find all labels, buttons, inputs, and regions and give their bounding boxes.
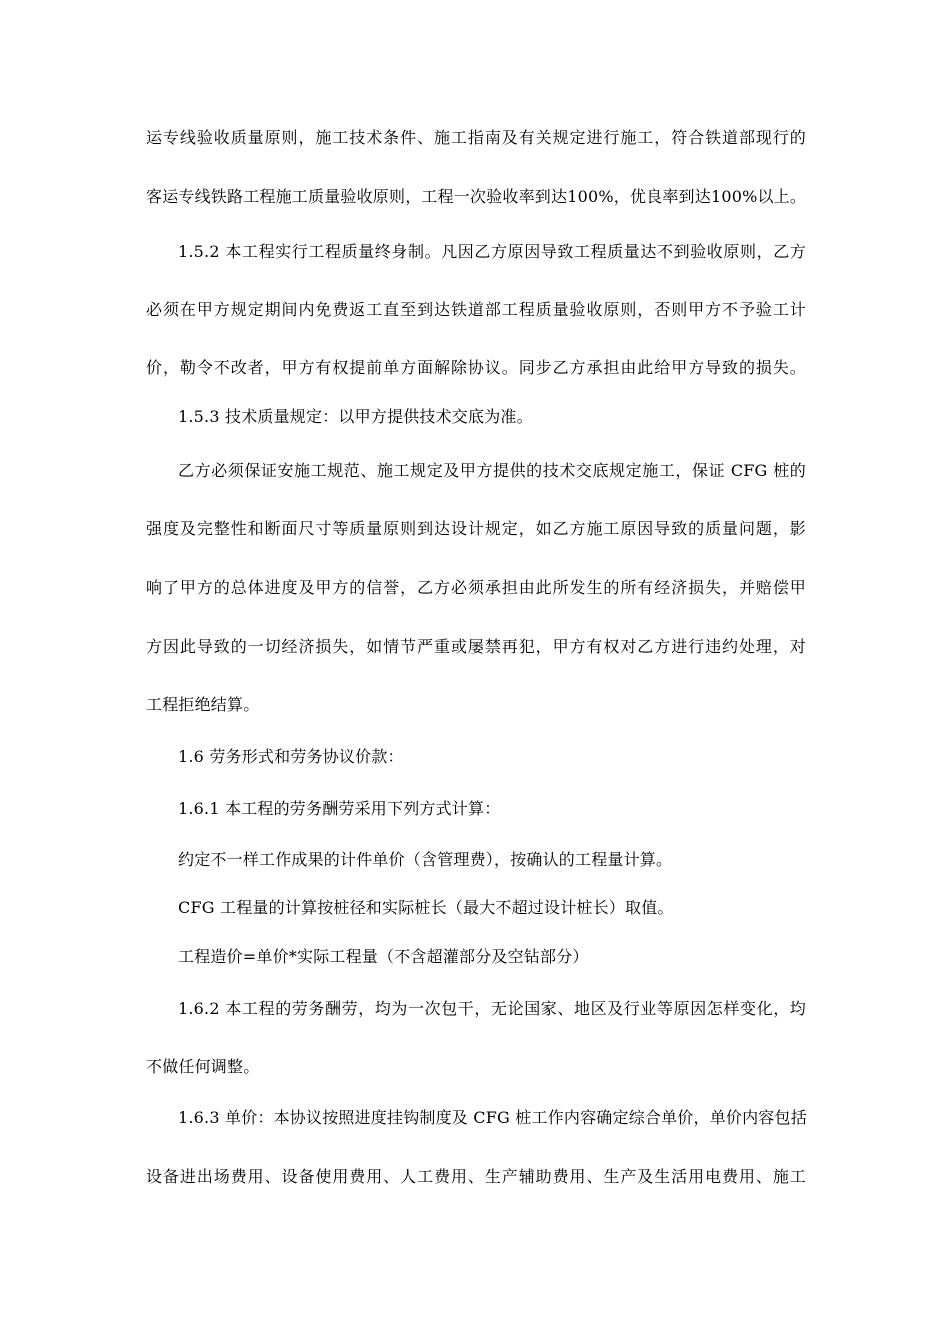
paragraph-line: 方因此导致的一切经济损失，如情节严重或屡禁再犯，甲方有权对乙方进行违约处理，对 (146, 637, 806, 656)
paragraph-line: 响了甲方的总体进度及甲方的信誉，乙方必须承担由此所发生的所有经济损失，并赔偿甲 (146, 578, 806, 597)
paragraph-line: 工程拒绝结算。 (146, 695, 260, 714)
clause-1-5-2-line: 1.5.2 本工程实行工程质量终身制。凡因乙方原因导致工程质量达不到验收原则，乙方 (178, 242, 806, 261)
formula-line: 工程造价=单价*实际工程量（不含超灌部分及空钻部分） (178, 947, 589, 966)
clause-1-6-1-line: 1.6.1 本工程的劳务酬劳采用下列方式计算： (178, 799, 501, 818)
clause-1-5-3-line: 1.5.3 技术质量规定：以甲方提供技术交底为准。 (178, 407, 533, 426)
paragraph-line: 设备进出场费用、设备使用费用、人工费用、生产辅助费用、生产及生活用电费用、施工 (146, 1167, 806, 1186)
clause-1-6-2-line: 1.6.2 本工程的劳务酬劳，均为一次包干，无论国家、地区及行业等原因怎样变化，均 (178, 999, 806, 1018)
paragraph-line: 强度及完整性和断面尺寸等质量原则到达设计规定，如乙方施工原因导致的质量问题，影 (146, 519, 806, 538)
paragraph-line: 乙方必须保证安施工规范、施工规定及甲方提供的技术交底规定施工，保证 CFG 桩的 (178, 461, 806, 480)
paragraph-line: 价，勒令不改者，甲方有权提前单方面解除协议。同步乙方承担由此给甲方导致的损失。 (146, 358, 806, 377)
paragraph-line: 不做任何调整。 (146, 1057, 260, 1076)
paragraph-line: CFG 工程量的计算按桩径和实际桩长（最大不超过设计桩长）取值。 (178, 898, 674, 917)
section-1-6-heading: 1.6 劳务形式和劳务协议价款： (178, 747, 404, 766)
paragraph-line: 必须在甲方规定期间内免费返工直至到达铁道部工程质量验收原则，否则甲方不予验工计 (146, 300, 806, 319)
clause-1-6-3-line: 1.6.3 单价：本协议按照进度挂钩制度及 CFG 桩工作内容确定综合单价，单价内容包括 (178, 1108, 807, 1127)
paragraph-line: 约定不一样工作成果的计件单价（含管理费），按确认的工程量计算。 (178, 850, 673, 869)
paragraph-line: 运专线验收质量原则，施工技术条件、施工指南及有关规定进行施工，符合铁道部现行的 (146, 128, 806, 147)
paragraph-line: 客运专线铁路工程施工质量验收原则，工程一次验收率到达100%，优良率到达100%以上。 (146, 187, 807, 206)
